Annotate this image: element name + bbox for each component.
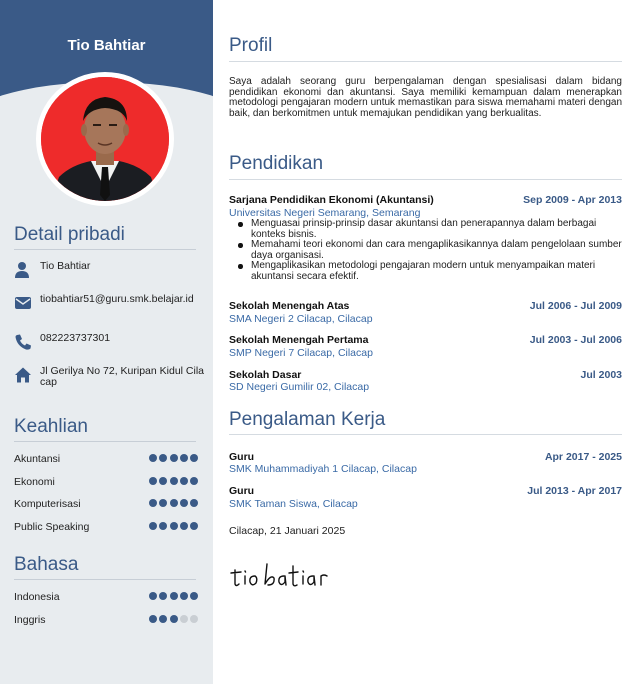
- rating-dot: [159, 477, 167, 485]
- skill-row: [14, 521, 198, 533]
- rating-dot: [180, 522, 188, 530]
- place-date: Cilacap, 21 Januari 2025: [229, 525, 346, 537]
- phone-icon: [14, 333, 32, 351]
- rating-dot: [180, 499, 188, 507]
- education-degree: Sekolah Menengah Pertama: [229, 334, 369, 346]
- education-degree: Sekolah Menengah Atas: [229, 300, 350, 312]
- profile-photo: [36, 72, 174, 206]
- rating-dot: [159, 454, 167, 462]
- experience-role: Guru: [229, 451, 255, 463]
- rating-dot: [190, 499, 198, 507]
- skills-section-title: Keahlian: [14, 416, 88, 437]
- rating-dot: [180, 592, 188, 600]
- language-label: Inggris: [14, 614, 46, 626]
- profile-summary: Saya adalah seorang guru berpengalaman dengan spesialisasi dalam bidang pendidikan ekonomi dan akuntansi. Saya memiliki kemampuan dalam menerapkan metodologi pengajaran modern untuk memastikan para siswa memahami materi dengan baik, dan berkomitmen untuk memajukan pendidikan yang berkualitas.: [229, 76, 622, 119]
- home-icon: [14, 366, 32, 384]
- education-bullets: [235, 219, 622, 282]
- rating-dot: [190, 454, 198, 462]
- divider: [229, 179, 622, 180]
- rating-dot: [149, 454, 157, 462]
- experience-role: Guru: [229, 485, 255, 497]
- experience-date: Jul 2013 - Apr 2017: [527, 485, 622, 497]
- language-row: [14, 614, 198, 626]
- list-item: Mengaplikasikan metodologi pengajaran modern untuk menyampaikan materi akuntansi secara efektif.: [235, 261, 622, 282]
- skill-label: Akuntansi: [14, 453, 61, 465]
- list-item: Memahami teori ekonomi dan cara mengaplikasikannya dalam pengelolaan sumber daya organisasi.: [235, 240, 622, 261]
- divider: [229, 61, 622, 62]
- person-name: Tio Bahtiar: [67, 37, 146, 54]
- languages-section-title: Bahasa: [14, 554, 79, 575]
- rating-dot: [170, 615, 178, 623]
- skill-label: Ekonomi: [14, 475, 55, 488]
- rating-dot: [170, 477, 178, 485]
- experience-section-title: Pengalaman Kerja: [229, 409, 386, 430]
- sidebar: [0, 0, 213, 684]
- experience-date: Apr 2017 - 2025: [544, 451, 622, 463]
- detail-address: Jl Gerilya No 72, Kuripan Kidul Cilacap: [40, 365, 204, 388]
- rating-dot: [190, 615, 198, 623]
- rating-dot: [190, 477, 198, 485]
- rating-dots: [149, 615, 198, 623]
- profile-section-title: Profil: [229, 35, 273, 56]
- education-school: SMP Negeri 7 Cilacap, Cilacap: [229, 347, 373, 359]
- rating-dot: [170, 454, 178, 462]
- skill-row: [14, 476, 198, 488]
- rating-dots: [149, 454, 198, 462]
- rating-dot: [180, 477, 188, 485]
- skill-row: [14, 498, 198, 510]
- rating-dot: [170, 499, 178, 507]
- email-icon: [14, 294, 32, 312]
- divider: [14, 579, 196, 580]
- person-portrait-icon: [41, 77, 169, 201]
- rating-dot: [159, 615, 167, 623]
- list-item: Menguasai prinsip-prinsip dasar akuntansi dan penerapannya dalam berbagai konteks bisnis.: [235, 219, 622, 240]
- rating-dot: [180, 615, 188, 623]
- rating-dot: [170, 592, 178, 600]
- skill-label: Komputerisasi: [14, 498, 81, 511]
- education-section-title: Pendidikan: [229, 153, 324, 174]
- rating-dot: [190, 522, 198, 530]
- rating-dot: [149, 477, 157, 485]
- skill-row: [14, 453, 198, 465]
- detail-section-title: Detail pribadi: [14, 224, 125, 245]
- education-date: Jul 2003 - Jul 2006: [529, 334, 622, 346]
- education-school: Universitas Negeri Semarang, Semarang: [229, 207, 421, 219]
- rating-dot: [159, 522, 167, 530]
- skill-label: Public Speaking: [14, 520, 90, 533]
- education-date: Jul 2003: [580, 369, 622, 381]
- education-degree: Sekolah Dasar: [229, 369, 302, 381]
- rating-dot: [170, 522, 178, 530]
- rating-dots: [149, 477, 198, 485]
- detail-phone[interactable]: 082223737301: [40, 332, 111, 344]
- rating-dot: [159, 499, 167, 507]
- divider: [229, 434, 622, 435]
- rating-dot: [149, 499, 157, 507]
- experience-org: SMK Taman Siswa, Cilacap: [229, 498, 358, 510]
- rating-dot: [149, 592, 157, 600]
- experience-org: SMK Muhammadiyah 1 Cilacap, Cilacap: [229, 463, 417, 475]
- divider: [14, 441, 196, 442]
- detail-name: Tio Bahtiar: [40, 260, 91, 272]
- education-degree: Sarjana Pendidikan Ekonomi (Akuntansi): [229, 194, 434, 206]
- rating-dot: [149, 615, 157, 623]
- rating-dots: [149, 592, 198, 600]
- user-icon: [14, 261, 32, 279]
- education-school: SD Negeri Gumilir 02, Cilacap: [229, 381, 370, 393]
- signature: [229, 558, 369, 592]
- rating-dot: [149, 522, 157, 530]
- detail-email[interactable]: tiobahtiar51@guru.smk.belajar.id: [40, 293, 194, 305]
- education-school: SMA Negeri 2 Cilacap, Cilacap: [229, 313, 373, 325]
- rating-dots: [149, 522, 198, 530]
- education-date: Sep 2009 - Apr 2013: [523, 194, 622, 206]
- rating-dot: [190, 592, 198, 600]
- education-date: Jul 2006 - Jul 2009: [529, 300, 622, 312]
- rating-dot: [180, 454, 188, 462]
- rating-dot: [159, 592, 167, 600]
- language-row: [14, 591, 198, 603]
- rating-dots: [149, 499, 198, 507]
- divider: [14, 249, 196, 250]
- language-label: Indonesia: [14, 591, 60, 603]
